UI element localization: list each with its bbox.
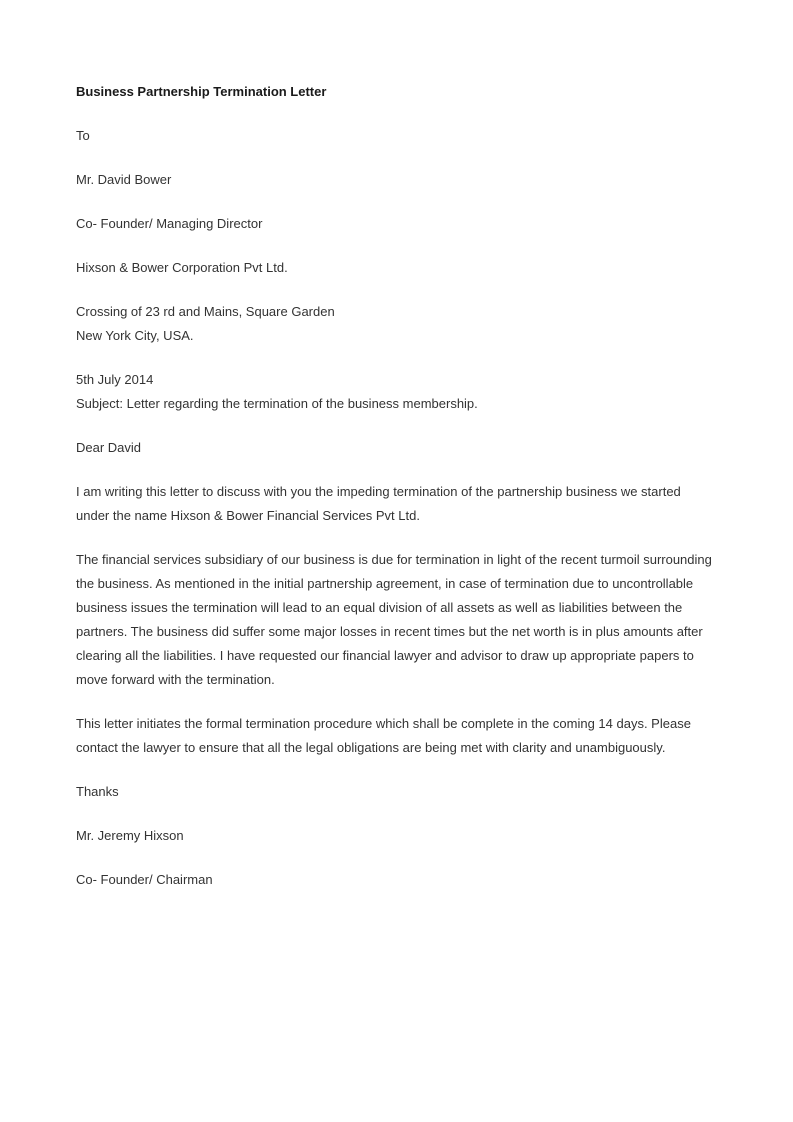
recipient-name: Mr. David Bower <box>76 172 172 187</box>
recipient-address <box>76 300 716 348</box>
address-line-2: New York City, USA. <box>76 328 194 343</box>
body-paragraph-3: This letter initiates the formal termination procedure which shall be complete in the coming 14 days. Please contact the lawyer to ensure that all the legal obligations are being met with clarity and unambiguously. <box>76 716 691 755</box>
salutation: Dear David <box>76 440 142 455</box>
sender-name: Mr. Jeremy Hixson <box>76 828 184 843</box>
letter-body <box>76 80 716 912</box>
sender-title: Co- Founder/ Chairman <box>76 872 213 887</box>
to-label: To <box>76 128 90 143</box>
body-paragraph-1: I am writing this letter to discuss with you the impeding termination of the partnership business we started under the name Hixson & Bower Financial Services Pvt Ltd. <box>76 484 681 523</box>
recipient-title: Co- Founder/ Managing Director <box>76 216 263 231</box>
closing: Thanks <box>76 784 119 799</box>
address-line-1: Crossing of 23 rd and Mains, Square Garden <box>76 304 335 319</box>
date-subject-block <box>76 368 716 416</box>
letter-title: Business Partnership Termination Letter <box>76 84 327 99</box>
letter-date: 5th July 2014 <box>76 372 154 387</box>
body-paragraph-2: The financial services subsidiary of our business is due for termination in light of the recent turmoil surrounding the business. As mentioned in the initial partnership agreement, in case of termination due to uncontrollable business issues the termination will lead to an equal division of all assets as well as liabilities between the partners. The business did suffer some major losses in recent times but the net worth is in plus amounts after clearing all the liabilities. I have requested our financial lawyer and advisor to draw up appropriate papers to move forward with the termination. <box>76 552 712 687</box>
recipient-company: Hixson & Bower Corporation Pvt Ltd. <box>76 260 288 275</box>
letter-subject: Subject: Letter regarding the termination of the business membership. <box>76 396 478 411</box>
